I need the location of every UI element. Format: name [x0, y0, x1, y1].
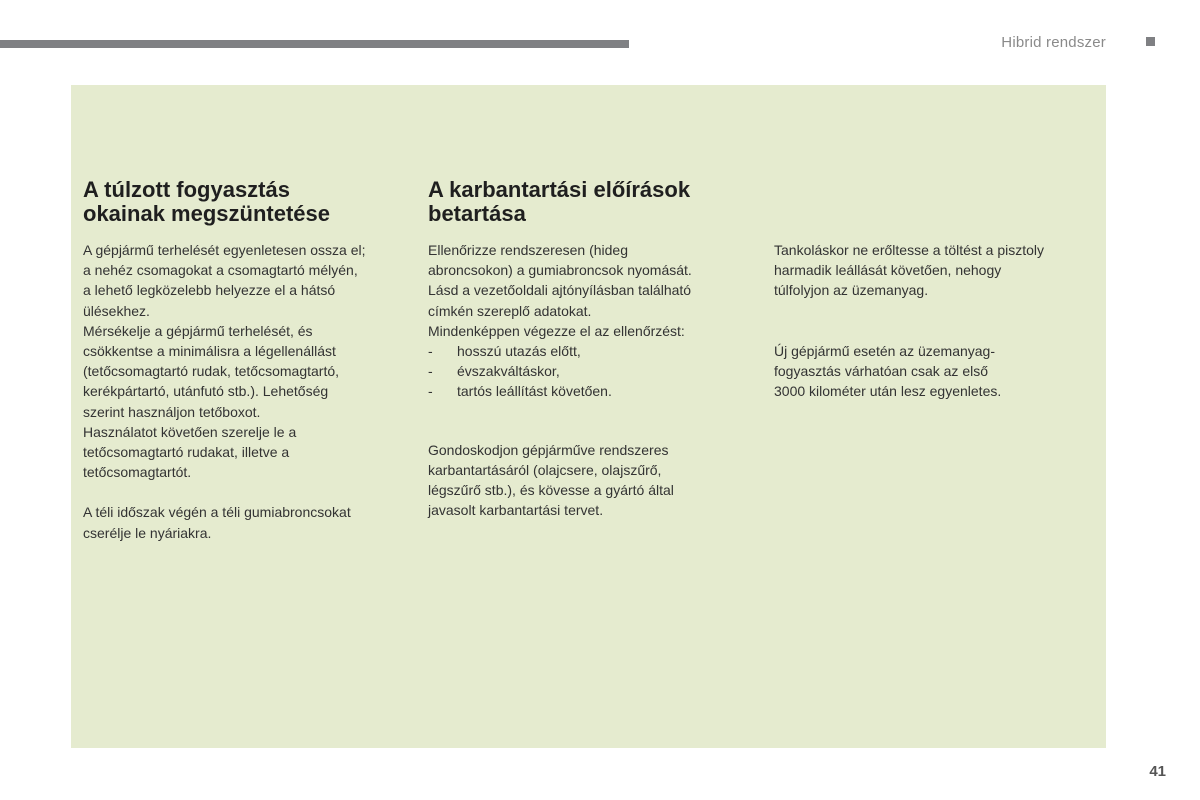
text-line: Gondoskodjon gépjárműve rendszeres — [428, 441, 669, 458]
dash-marker: - — [428, 363, 433, 380]
text-line: A téli időszak végén a téli gumiabroncsokat — [83, 504, 351, 521]
heading-line: A túlzott fogyasztás — [83, 177, 290, 202]
text-line: címkén szereplő adatokat. — [428, 302, 592, 319]
text-line: fogyasztás várhatóan csak az első — [774, 362, 989, 379]
page-number: 41 — [1149, 763, 1166, 780]
text-line: légszűrő stb.), és kövesse a gyártó által — [428, 482, 674, 499]
list-item-text: tartós leállítást követően. — [457, 383, 612, 400]
paragraph-refuelling — [774, 240, 1084, 301]
list-item — [428, 381, 758, 401]
text-line: Mindenképpen végezze el az ellenőrzést: — [428, 322, 685, 339]
text-line: kerékpártartó, utánfutó stb.). Lehetőség — [83, 383, 329, 400]
check-occasions-list — [428, 341, 758, 402]
list-item-text: hosszú utazás előtt, — [457, 343, 581, 360]
column-refuelling — [774, 178, 1084, 401]
text-line: Új gépjármű esetén az üzemanyag- — [774, 342, 996, 359]
text-line: tetőcsomagtartó rudakat, illetve a — [83, 444, 290, 461]
heading-maintenance — [428, 178, 758, 226]
heading-line: A karbantartási előírások — [428, 177, 691, 202]
text-line: Tankoláskor ne erőltesse a töltést a pisztoly — [774, 242, 1045, 258]
text-line: 3000 kilométer után lesz egyenletes. — [774, 383, 1002, 400]
section-marker-icon — [1146, 37, 1155, 46]
dash-marker: - — [428, 383, 433, 400]
list-item — [428, 361, 758, 381]
text-line: Használatot követően szerelje le a — [83, 423, 297, 440]
section-title: Hibrid rendszer — [1001, 34, 1106, 51]
text-line: Ellenőrizze rendszeresen (hideg — [428, 242, 628, 258]
column-excess-consumption — [83, 178, 413, 543]
header-bar — [0, 40, 629, 48]
heading-excess-consumption — [83, 178, 413, 226]
text-line: túlfolyjon az üzemanyag. — [774, 282, 929, 299]
text-line: szerint használjon tetőboxot. — [83, 403, 261, 420]
paragraph-new-vehicle — [774, 341, 1084, 402]
paragraph-tyre-pressure — [428, 240, 758, 341]
text-line: karbantartásáról (olajcsere, olajszűrő, — [428, 461, 662, 478]
text-line: (tetőcsomagtartó rudak, tetőcsomagtartó, — [83, 363, 340, 380]
text-line: tetőcsomagtartót. — [83, 464, 192, 481]
text-line: a nehéz csomagokat a csomagtartó mélyén, — [83, 262, 358, 279]
text-line: a lehető legközelebb helyezze el a hátsó — [83, 282, 336, 299]
paragraph-load-distribution — [83, 240, 413, 482]
text-line: Lásd a vezetőoldali ajtónyílásban található — [428, 282, 692, 299]
text-line: javasolt karbantartási tervet. — [428, 502, 604, 519]
text-line: Mérsékelje a gépjármű terhelését, és — [83, 322, 313, 339]
text-line: cserélje le nyáriakra. — [83, 524, 212, 541]
heading-line: okainak megszüntetése — [83, 201, 330, 226]
text-line: ülésekhez. — [83, 302, 150, 319]
list-item-text: évszakváltáskor, — [457, 363, 560, 380]
text-line: csökkentse a minimálisra a légellenállást — [83, 343, 336, 360]
paragraph-regular-maintenance — [428, 440, 758, 521]
list-item — [428, 341, 758, 361]
text-line: abroncsokon) a gumiabroncsok nyomását. — [428, 262, 692, 279]
dash-marker: - — [428, 343, 433, 360]
text-line: A gépjármű terhelését egyenletesen ossza el; — [83, 242, 366, 258]
column-maintenance — [428, 178, 758, 520]
paragraph-winter-tyres — [83, 502, 413, 542]
heading-line: betartása — [428, 201, 526, 226]
text-line: harmadik leállását követően, nehogy — [774, 262, 1002, 279]
